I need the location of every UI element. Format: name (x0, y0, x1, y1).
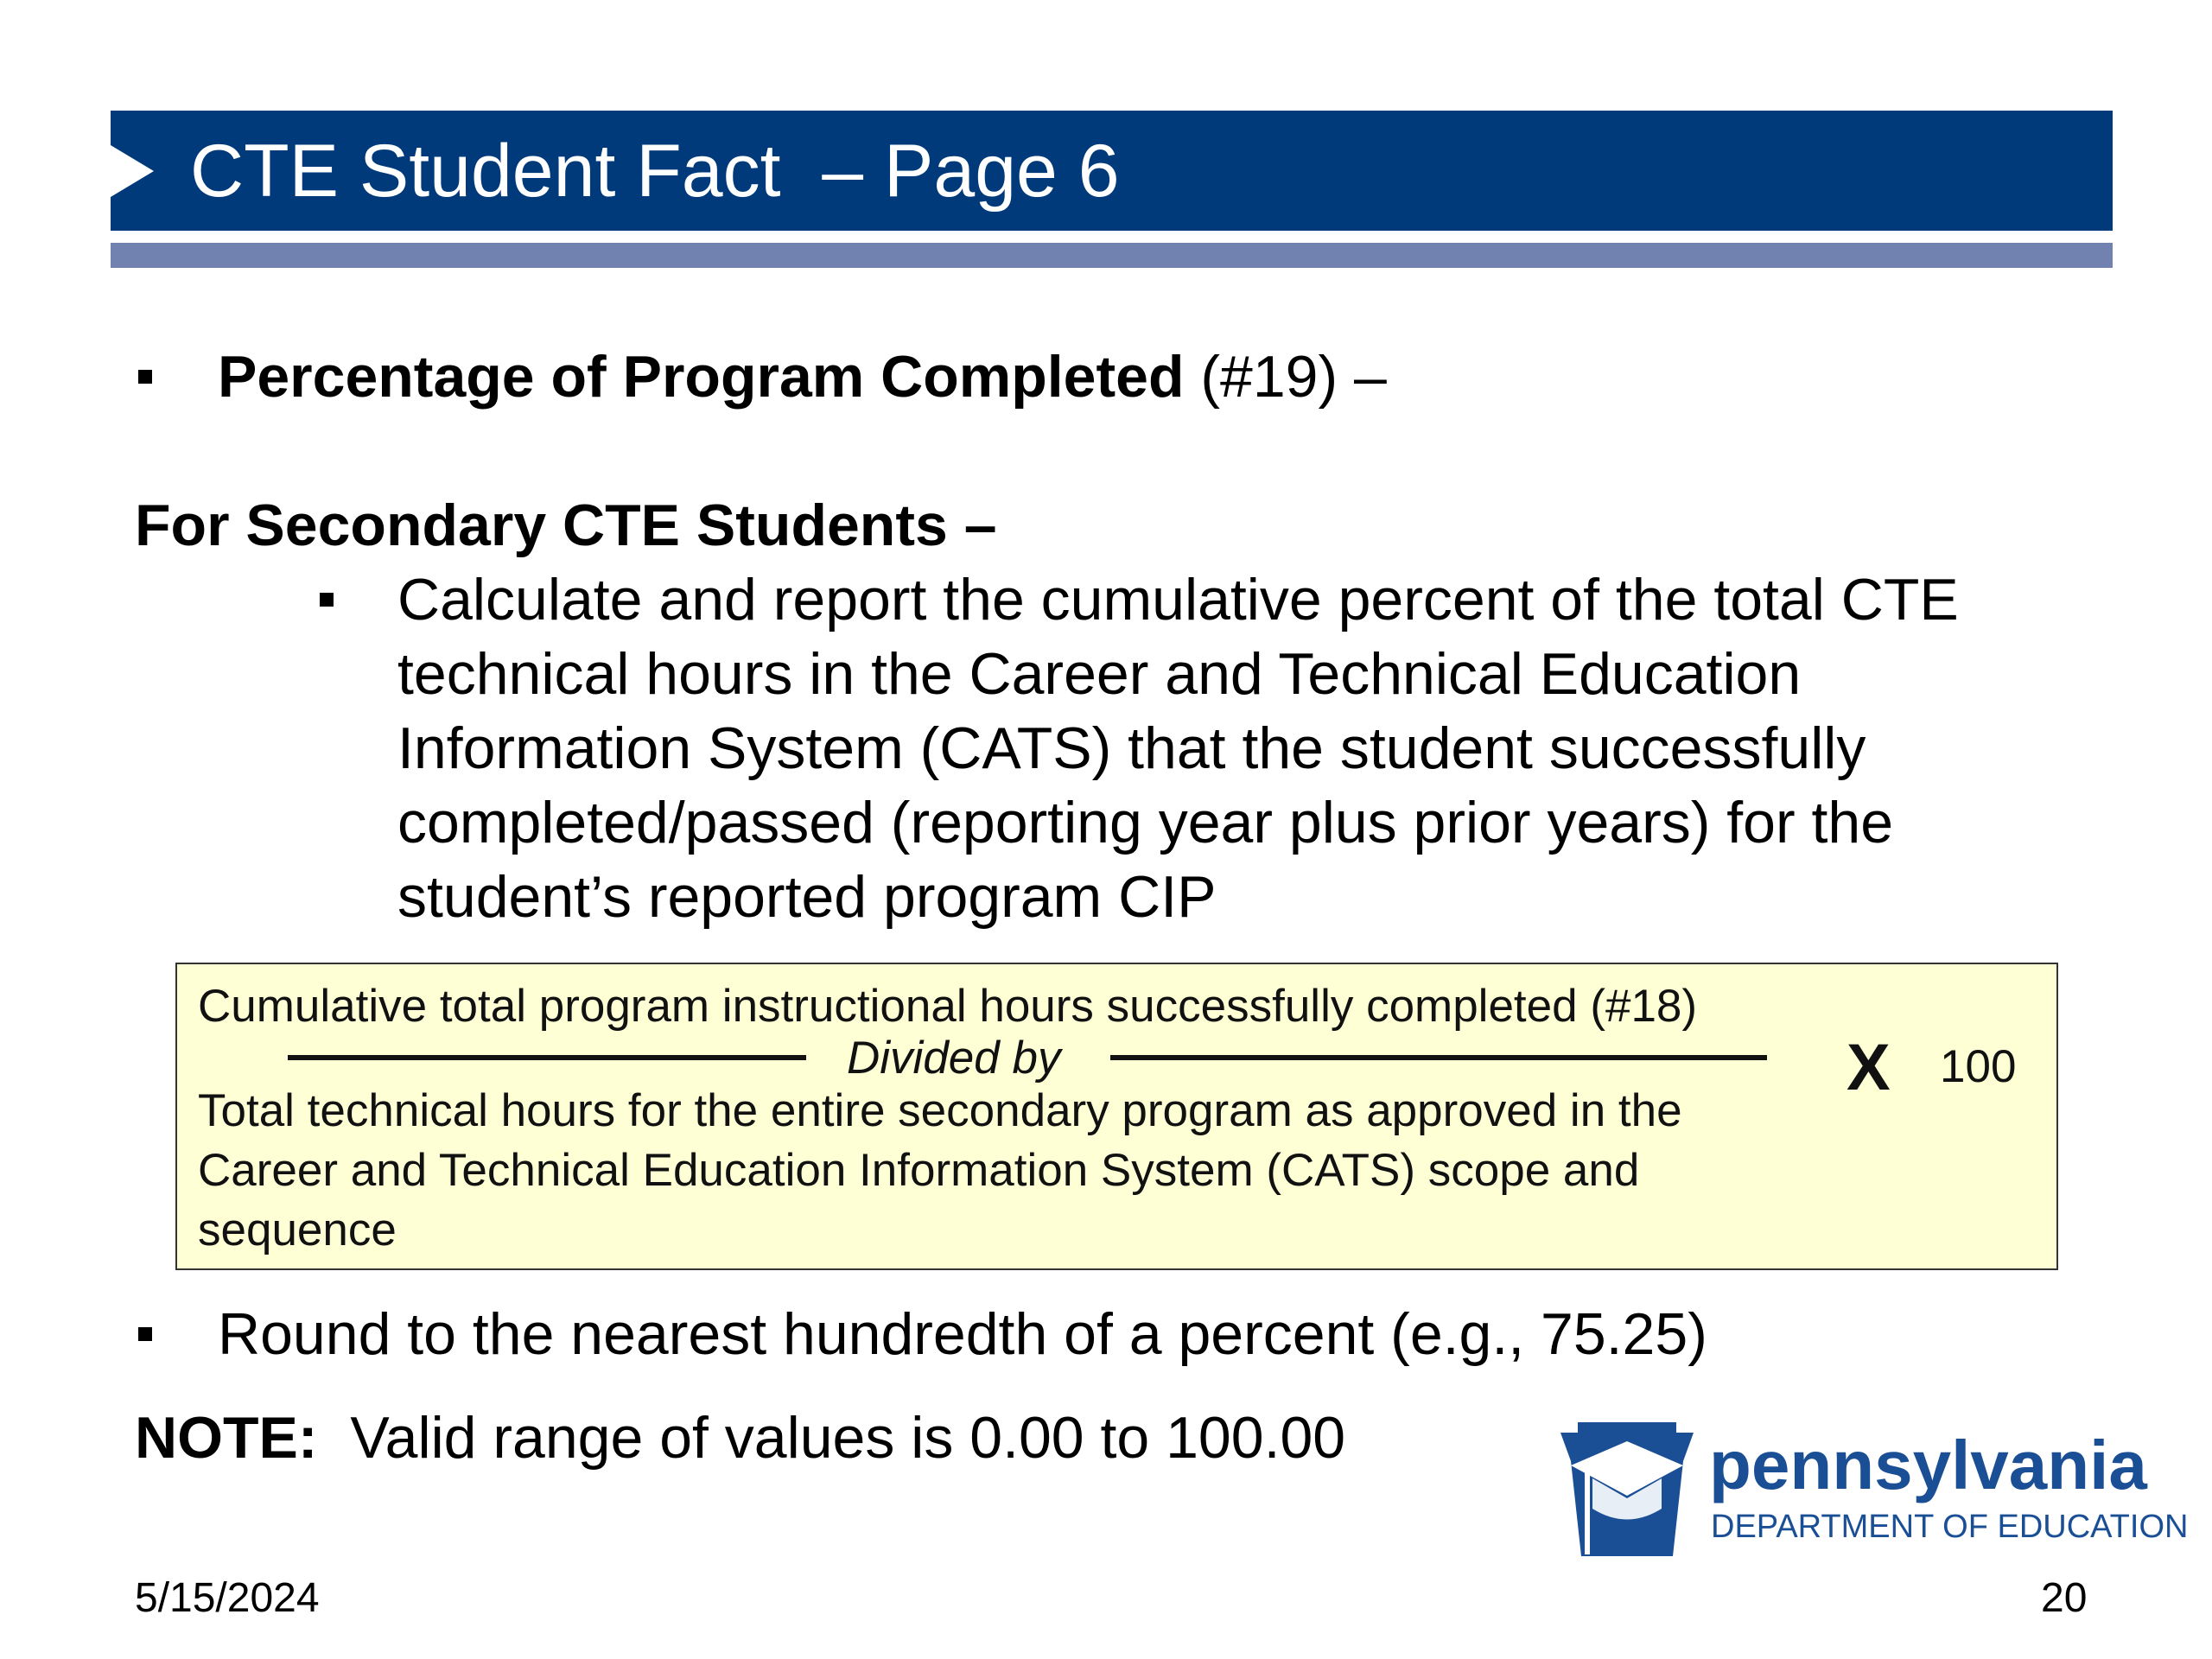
fraction-rule-right (1110, 1055, 1767, 1060)
slide-title: CTE Student Fact – Page 6 (190, 130, 1120, 213)
bullet-rest: (#19) – (1184, 344, 1387, 410)
sub-bullet-line: student’s reported program CIP (397, 864, 1217, 930)
formula-denominator-line: Career and Technical Education Information System (CATS) scope and (198, 1145, 1640, 1196)
formula-box (175, 963, 2058, 1270)
formula-denominator-line: Total technical hours for the entire secondary program as approved in the (198, 1085, 1682, 1136)
formula-divider-label: Divided by (847, 1033, 1061, 1084)
slide-title-bar (111, 111, 2113, 231)
sub-bullet-line: technical hours in the Career and Technical Education (397, 641, 1802, 707)
multiply-sign: X (1847, 1031, 1891, 1104)
section-heading: For Secondary CTE Students – (135, 493, 997, 558)
formula-numerator: Cumulative total program instructional hours successfully completed (#18) (198, 981, 1698, 1032)
sub-bullet-line: Calculate and report the cumulative percent of the total CTE (397, 567, 1959, 632)
page-number: 20 (2041, 1575, 2088, 1621)
sub-bullet-line: completed/passed (reporting year plus prior years) for the (397, 790, 1894, 855)
logo-wordmark: pennsylvania (1709, 1427, 2147, 1503)
bullet-icon (138, 1327, 152, 1341)
note-text: Valid range of values is 0.00 to 100.00 (350, 1405, 1346, 1471)
formula-denominator-line: sequence (198, 1205, 397, 1255)
keystone-graduation-cap-icon (1554, 1422, 1700, 1560)
footer-date: 5/15/2024 (135, 1575, 320, 1621)
note (135, 1405, 1346, 1471)
formula-factor: 100 (1940, 1041, 2017, 1092)
fraction-rule-left (288, 1055, 806, 1060)
bullet-icon (320, 593, 334, 607)
pa-department-of-education-logo (1554, 1422, 2189, 1560)
note-label: NOTE: (135, 1405, 318, 1471)
bullet-bold-label: Percentage of Program Completed (218, 344, 1185, 410)
title-underline-stripe (111, 243, 2113, 268)
bullet-rounding: Round to the nearest hundredth of a percent (e.g., 75.25) (218, 1301, 1707, 1367)
arrow-icon (111, 145, 154, 197)
bullet-percentage-program (218, 344, 1387, 410)
bullet-icon (138, 370, 152, 384)
sub-bullet-line: Information System (CATS) that the student successfully (397, 715, 1866, 781)
logo-subtitle: DEPARTMENT OF EDUCATION (1711, 1509, 2189, 1545)
